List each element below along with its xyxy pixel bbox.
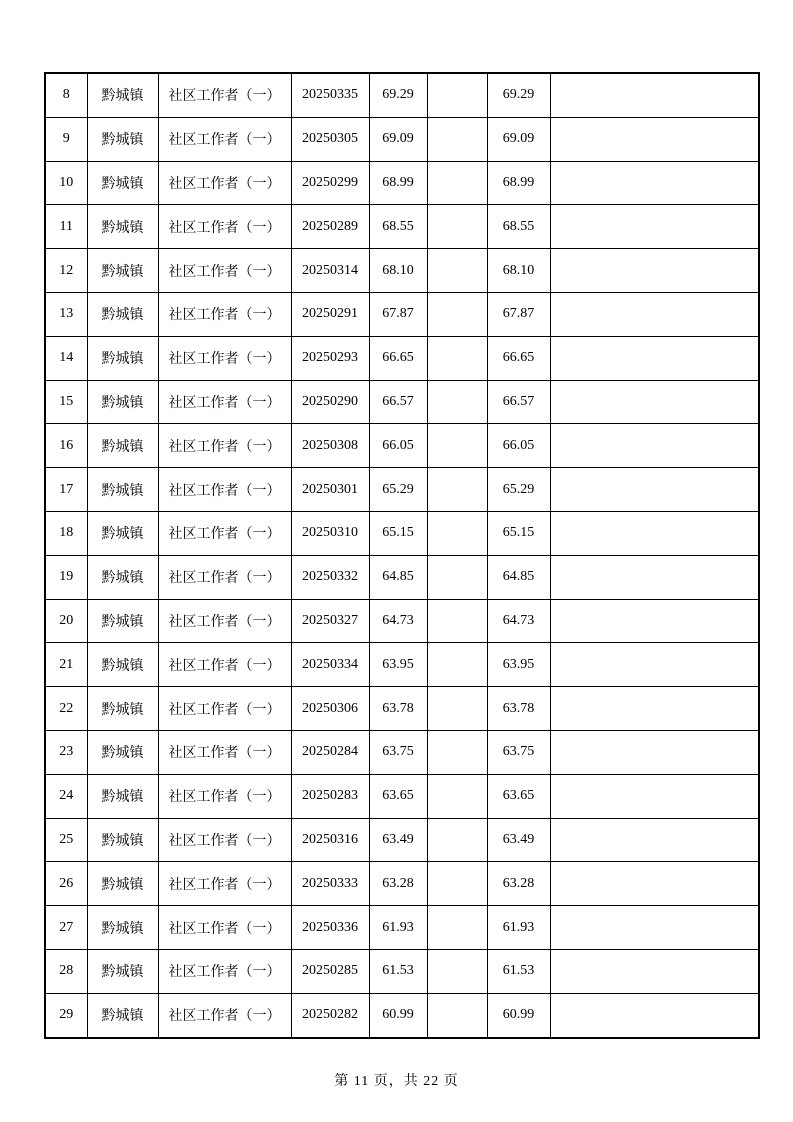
cell-score: 63.28 bbox=[369, 862, 427, 906]
cell-remark bbox=[550, 555, 759, 599]
cell-score: 66.05 bbox=[369, 424, 427, 468]
cell-code: 20250291 bbox=[291, 292, 369, 336]
cell-code: 20250289 bbox=[291, 205, 369, 249]
cell-town: 黔城镇 bbox=[87, 599, 158, 643]
cell-interview-score bbox=[427, 643, 487, 687]
cell-remark bbox=[550, 687, 759, 731]
cell-total-score: 67.87 bbox=[487, 292, 550, 336]
results-table-body bbox=[45, 73, 759, 1038]
cell-score: 69.29 bbox=[369, 73, 427, 117]
cell-remark bbox=[550, 468, 759, 512]
cell-code: 20250333 bbox=[291, 862, 369, 906]
cell-no: 19 bbox=[45, 555, 87, 599]
cell-score: 66.65 bbox=[369, 336, 427, 380]
cell-code: 20250285 bbox=[291, 949, 369, 993]
cell-position: 社区工作者（一） bbox=[158, 774, 291, 818]
cell-interview-score bbox=[427, 687, 487, 731]
table-row bbox=[45, 292, 759, 336]
cell-town: 黔城镇 bbox=[87, 818, 158, 862]
cell-position: 社区工作者（一） bbox=[158, 292, 291, 336]
cell-code: 20250332 bbox=[291, 555, 369, 599]
cell-code: 20250316 bbox=[291, 818, 369, 862]
cell-town: 黔城镇 bbox=[87, 643, 158, 687]
cell-town: 黔城镇 bbox=[87, 687, 158, 731]
cell-code: 20250335 bbox=[291, 73, 369, 117]
cell-no: 20 bbox=[45, 599, 87, 643]
table-row bbox=[45, 424, 759, 468]
cell-town: 黔城镇 bbox=[87, 380, 158, 424]
cell-town: 黔城镇 bbox=[87, 862, 158, 906]
cell-no: 23 bbox=[45, 730, 87, 774]
cell-remark bbox=[550, 117, 759, 161]
cell-total-score: 60.99 bbox=[487, 993, 550, 1037]
cell-code: 20250284 bbox=[291, 730, 369, 774]
cell-position: 社区工作者（一） bbox=[158, 424, 291, 468]
results-table bbox=[44, 72, 760, 1039]
cell-remark bbox=[550, 511, 759, 555]
cell-no: 25 bbox=[45, 818, 87, 862]
cell-total-score: 63.49 bbox=[487, 818, 550, 862]
cell-remark bbox=[550, 906, 759, 950]
cell-town: 黔城镇 bbox=[87, 161, 158, 205]
cell-position: 社区工作者（一） bbox=[158, 687, 291, 731]
cell-interview-score bbox=[427, 380, 487, 424]
cell-position: 社区工作者（一） bbox=[158, 862, 291, 906]
table-row bbox=[45, 555, 759, 599]
cell-interview-score bbox=[427, 73, 487, 117]
cell-score: 66.57 bbox=[369, 380, 427, 424]
cell-score: 64.85 bbox=[369, 555, 427, 599]
cell-remark bbox=[550, 424, 759, 468]
cell-position: 社区工作者（一） bbox=[158, 599, 291, 643]
cell-town: 黔城镇 bbox=[87, 993, 158, 1037]
cell-score: 60.99 bbox=[369, 993, 427, 1037]
cell-remark bbox=[550, 993, 759, 1037]
cell-remark bbox=[550, 161, 759, 205]
cell-total-score: 63.78 bbox=[487, 687, 550, 731]
cell-total-score: 64.73 bbox=[487, 599, 550, 643]
cell-score: 69.09 bbox=[369, 117, 427, 161]
cell-interview-score bbox=[427, 336, 487, 380]
cell-code: 20250301 bbox=[291, 468, 369, 512]
table-row bbox=[45, 117, 759, 161]
cell-code: 20250334 bbox=[291, 643, 369, 687]
cell-interview-score bbox=[427, 993, 487, 1037]
page-number-footer: 第 11 页，共 22 页 bbox=[334, 1074, 459, 1089]
cell-total-score: 63.95 bbox=[487, 643, 550, 687]
cell-remark bbox=[550, 292, 759, 336]
cell-no: 11 bbox=[45, 205, 87, 249]
cell-score: 63.95 bbox=[369, 643, 427, 687]
cell-position: 社区工作者（一） bbox=[158, 949, 291, 993]
cell-remark bbox=[550, 336, 759, 380]
cell-interview-score bbox=[427, 424, 487, 468]
cell-no: 27 bbox=[45, 906, 87, 950]
cell-code: 20250308 bbox=[291, 424, 369, 468]
cell-position: 社区工作者（一） bbox=[158, 380, 291, 424]
cell-interview-score bbox=[427, 468, 487, 512]
cell-position: 社区工作者（一） bbox=[158, 73, 291, 117]
cell-interview-score bbox=[427, 292, 487, 336]
cell-no: 13 bbox=[45, 292, 87, 336]
cell-no: 8 bbox=[45, 73, 87, 117]
cell-total-score: 66.65 bbox=[487, 336, 550, 380]
table-row bbox=[45, 906, 759, 950]
cell-town: 黔城镇 bbox=[87, 949, 158, 993]
cell-no: 15 bbox=[45, 380, 87, 424]
cell-interview-score bbox=[427, 774, 487, 818]
cell-total-score: 61.93 bbox=[487, 906, 550, 950]
cell-no: 29 bbox=[45, 993, 87, 1037]
cell-remark bbox=[550, 205, 759, 249]
cell-total-score: 66.05 bbox=[487, 424, 550, 468]
cell-total-score: 68.55 bbox=[487, 205, 550, 249]
cell-no: 18 bbox=[45, 511, 87, 555]
cell-no: 16 bbox=[45, 424, 87, 468]
cell-code: 20250314 bbox=[291, 249, 369, 293]
cell-town: 黔城镇 bbox=[87, 468, 158, 512]
table-row bbox=[45, 511, 759, 555]
cell-town: 黔城镇 bbox=[87, 117, 158, 161]
table-row bbox=[45, 161, 759, 205]
cell-town: 黔城镇 bbox=[87, 249, 158, 293]
table-row bbox=[45, 993, 759, 1037]
cell-remark bbox=[550, 818, 759, 862]
table-row bbox=[45, 730, 759, 774]
cell-score: 61.53 bbox=[369, 949, 427, 993]
cell-position: 社区工作者（一） bbox=[158, 336, 291, 380]
cell-interview-score bbox=[427, 249, 487, 293]
cell-interview-score bbox=[427, 511, 487, 555]
cell-score: 63.49 bbox=[369, 818, 427, 862]
cell-position: 社区工作者（一） bbox=[158, 555, 291, 599]
cell-interview-score bbox=[427, 161, 487, 205]
cell-position: 社区工作者（一） bbox=[158, 117, 291, 161]
table-row bbox=[45, 468, 759, 512]
cell-town: 黔城镇 bbox=[87, 336, 158, 380]
cell-code: 20250327 bbox=[291, 599, 369, 643]
cell-no: 12 bbox=[45, 249, 87, 293]
cell-code: 20250336 bbox=[291, 906, 369, 950]
cell-code: 20250305 bbox=[291, 117, 369, 161]
cell-remark bbox=[550, 643, 759, 687]
cell-score: 65.29 bbox=[369, 468, 427, 512]
cell-total-score: 63.65 bbox=[487, 774, 550, 818]
table-row bbox=[45, 643, 759, 687]
cell-no: 10 bbox=[45, 161, 87, 205]
cell-total-score: 65.29 bbox=[487, 468, 550, 512]
cell-code: 20250282 bbox=[291, 993, 369, 1037]
cell-total-score: 64.85 bbox=[487, 555, 550, 599]
cell-interview-score bbox=[427, 555, 487, 599]
cell-position: 社区工作者（一） bbox=[158, 205, 291, 249]
cell-town: 黔城镇 bbox=[87, 205, 158, 249]
cell-interview-score bbox=[427, 818, 487, 862]
cell-code: 20250306 bbox=[291, 687, 369, 731]
cell-remark bbox=[550, 862, 759, 906]
cell-total-score: 66.57 bbox=[487, 380, 550, 424]
table-row bbox=[45, 774, 759, 818]
cell-interview-score bbox=[427, 730, 487, 774]
table-row bbox=[45, 205, 759, 249]
cell-remark bbox=[550, 599, 759, 643]
cell-remark bbox=[550, 774, 759, 818]
table-row bbox=[45, 599, 759, 643]
cell-total-score: 68.10 bbox=[487, 249, 550, 293]
cell-score: 61.93 bbox=[369, 906, 427, 950]
cell-interview-score bbox=[427, 949, 487, 993]
cell-no: 22 bbox=[45, 687, 87, 731]
table-row bbox=[45, 380, 759, 424]
cell-town: 黔城镇 bbox=[87, 730, 158, 774]
cell-total-score: 69.29 bbox=[487, 73, 550, 117]
cell-town: 黔城镇 bbox=[87, 511, 158, 555]
cell-code: 20250299 bbox=[291, 161, 369, 205]
cell-interview-score bbox=[427, 117, 487, 161]
cell-no: 28 bbox=[45, 949, 87, 993]
cell-town: 黔城镇 bbox=[87, 73, 158, 117]
cell-position: 社区工作者（一） bbox=[158, 993, 291, 1037]
cell-town: 黔城镇 bbox=[87, 906, 158, 950]
cell-total-score: 65.15 bbox=[487, 511, 550, 555]
cell-score: 63.75 bbox=[369, 730, 427, 774]
cell-position: 社区工作者（一） bbox=[158, 730, 291, 774]
cell-score: 68.10 bbox=[369, 249, 427, 293]
table-row bbox=[45, 862, 759, 906]
table-row bbox=[45, 336, 759, 380]
cell-no: 9 bbox=[45, 117, 87, 161]
cell-no: 24 bbox=[45, 774, 87, 818]
table-row bbox=[45, 949, 759, 993]
cell-no: 26 bbox=[45, 862, 87, 906]
cell-no: 21 bbox=[45, 643, 87, 687]
cell-score: 64.73 bbox=[369, 599, 427, 643]
cell-total-score: 63.75 bbox=[487, 730, 550, 774]
table-row bbox=[45, 687, 759, 731]
cell-remark bbox=[550, 949, 759, 993]
cell-town: 黔城镇 bbox=[87, 555, 158, 599]
table-row bbox=[45, 249, 759, 293]
cell-position: 社区工作者（一） bbox=[158, 818, 291, 862]
cell-score: 68.99 bbox=[369, 161, 427, 205]
cell-position: 社区工作者（一） bbox=[158, 161, 291, 205]
cell-position: 社区工作者（一） bbox=[158, 511, 291, 555]
cell-total-score: 63.28 bbox=[487, 862, 550, 906]
cell-total-score: 61.53 bbox=[487, 949, 550, 993]
cell-no: 17 bbox=[45, 468, 87, 512]
cell-code: 20250283 bbox=[291, 774, 369, 818]
cell-position: 社区工作者（一） bbox=[158, 249, 291, 293]
cell-score: 63.78 bbox=[369, 687, 427, 731]
cell-interview-score bbox=[427, 862, 487, 906]
table-row bbox=[45, 73, 759, 117]
cell-town: 黔城镇 bbox=[87, 292, 158, 336]
cell-no: 14 bbox=[45, 336, 87, 380]
cell-remark bbox=[550, 380, 759, 424]
cell-remark bbox=[550, 73, 759, 117]
cell-town: 黔城镇 bbox=[87, 774, 158, 818]
cell-score: 65.15 bbox=[369, 511, 427, 555]
cell-interview-score bbox=[427, 906, 487, 950]
cell-code: 20250290 bbox=[291, 380, 369, 424]
cell-total-score: 68.99 bbox=[487, 161, 550, 205]
cell-total-score: 69.09 bbox=[487, 117, 550, 161]
cell-score: 68.55 bbox=[369, 205, 427, 249]
cell-position: 社区工作者（一） bbox=[158, 643, 291, 687]
cell-score: 63.65 bbox=[369, 774, 427, 818]
cell-position: 社区工作者（一） bbox=[158, 468, 291, 512]
table-row bbox=[45, 818, 759, 862]
cell-remark bbox=[550, 249, 759, 293]
cell-interview-score bbox=[427, 599, 487, 643]
cell-score: 67.87 bbox=[369, 292, 427, 336]
cell-interview-score bbox=[427, 205, 487, 249]
cell-town: 黔城镇 bbox=[87, 424, 158, 468]
cell-code: 20250293 bbox=[291, 336, 369, 380]
cell-position: 社区工作者（一） bbox=[158, 906, 291, 950]
cell-code: 20250310 bbox=[291, 511, 369, 555]
cell-remark bbox=[550, 730, 759, 774]
